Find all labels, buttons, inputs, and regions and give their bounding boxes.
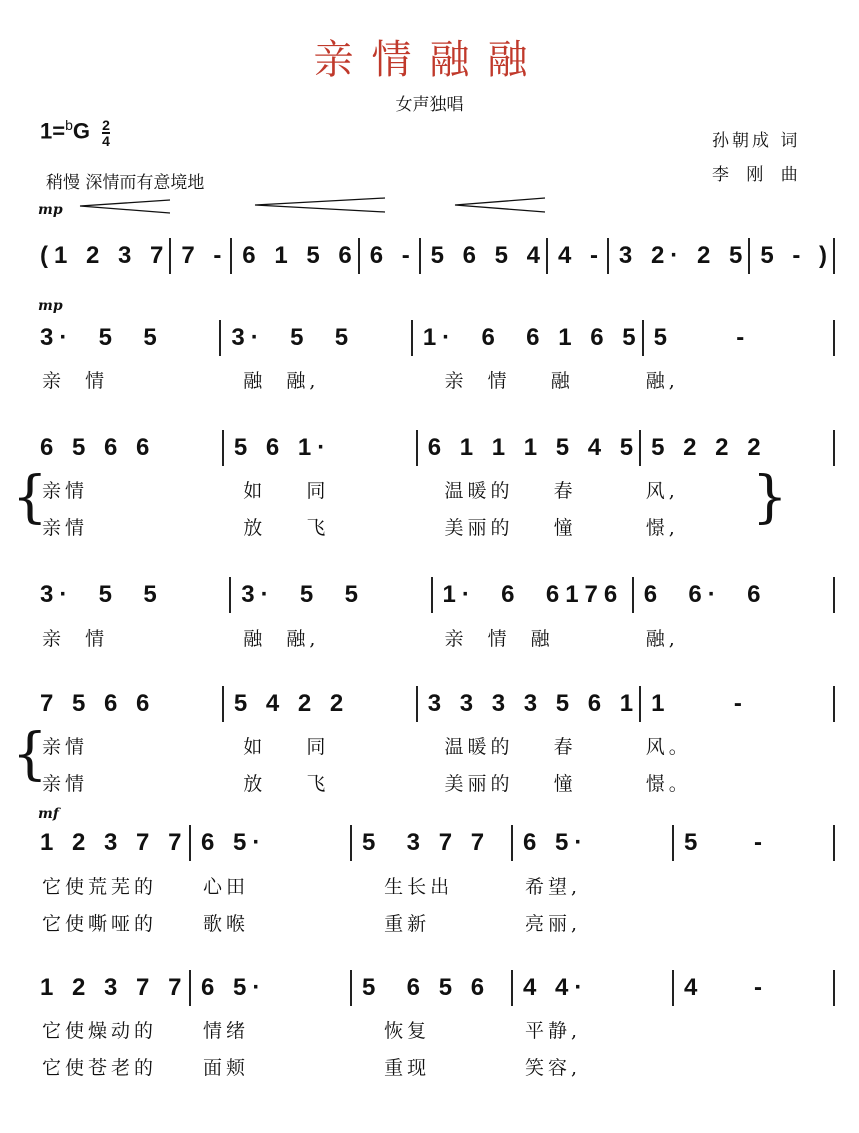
- lyric-segment: 憬,: [645, 517, 679, 539]
- measure-notes: 3· 5 5: [40, 581, 163, 608]
- dynamic-mp: mp: [38, 202, 63, 218]
- measure: [674, 825, 835, 861]
- lyric-segment: [674, 872, 835, 899]
- lyric-segment: 它使燥动的: [42, 1020, 158, 1042]
- measure-notes: 5 6 5 6: [362, 974, 491, 1001]
- measure-notes: 1 2 3 7 7: [40, 974, 188, 1001]
- staff-row: [30, 686, 835, 722]
- dynamic-mp-2: mp: [38, 298, 63, 314]
- lyric-segment: 融,: [645, 370, 679, 392]
- key-signature: [40, 117, 110, 148]
- measure: [30, 686, 224, 722]
- lyric-segment: 它使苍老的: [42, 1057, 158, 1079]
- lyric-segment: 亲 情: [42, 370, 109, 392]
- measure-notes: 5 6 1·: [233, 434, 332, 461]
- measure-notes: 4 -: [684, 974, 769, 1001]
- measure-notes: 4 4·: [523, 974, 589, 1001]
- measure-notes: 1· 6 6176: [442, 581, 624, 608]
- measure-notes: 5 -: [684, 829, 769, 856]
- lyric-segment: 亲情: [42, 480, 89, 502]
- lyrics-line: [30, 476, 835, 503]
- measure-notes: 1 2 3 7 7: [40, 829, 188, 856]
- lyricist-credit: 孙朝成 词: [712, 131, 801, 151]
- lyric-segment: 温暖的 春: [444, 480, 577, 502]
- measure: [641, 686, 835, 722]
- measure: [360, 238, 421, 274]
- lyric-segment: 美丽的 憧: [444, 517, 577, 539]
- measure-notes: 6 5·: [523, 829, 589, 856]
- measure-notes: (1 2 3 7: [40, 242, 170, 269]
- song-subtitle: 女声独唱: [395, 95, 464, 115]
- crescendo-2: [255, 198, 385, 212]
- measure-notes: 6 5·: [201, 829, 267, 856]
- measure: [30, 825, 191, 861]
- lyrics-line: [30, 1053, 835, 1080]
- staff-row: [30, 577, 835, 613]
- lyric-segment: 融 融,: [243, 370, 320, 392]
- lyrics-line: [30, 366, 835, 393]
- measure-notes: 3· 5 5: [40, 324, 163, 351]
- measure: [609, 238, 750, 274]
- measure: [231, 577, 432, 613]
- measure-notes: 6 1 1 1 5 4 5: [427, 434, 640, 461]
- crescendo-1: [80, 200, 170, 213]
- measure-notes: 6 1 5 6: [242, 242, 358, 269]
- lyric-segment: [674, 1016, 835, 1043]
- measure: [418, 430, 641, 466]
- measure-notes: 3· 5 5: [241, 581, 364, 608]
- lyrics-line: [30, 1016, 835, 1043]
- measure-notes: 3· 5 5: [231, 324, 355, 351]
- measure: [644, 320, 835, 356]
- measure: [352, 970, 513, 1006]
- measure: [30, 577, 231, 613]
- measure: [232, 238, 359, 274]
- lyrics-brace-left: {: [12, 465, 48, 530]
- measure-notes: 1 -: [651, 690, 748, 717]
- measure: [433, 577, 634, 613]
- lyric-segment: 憬。: [645, 773, 692, 795]
- crescendo-3: [455, 198, 545, 212]
- lyric-segment: 美丽的 憧: [444, 773, 577, 795]
- time-numerator: 2: [102, 116, 110, 133]
- dynamic-mf: mf: [38, 806, 59, 822]
- measure: [352, 825, 513, 861]
- measure-notes: 1· 6 6 1 6 5: [422, 324, 642, 351]
- lyric-segment: 亲情: [42, 517, 89, 539]
- lyric-segment: 它使嘶哑的: [42, 913, 158, 935]
- lyric-segment: 心田: [203, 876, 250, 898]
- measure: [224, 686, 418, 722]
- lyric-segment: 融 融,: [243, 628, 320, 650]
- lyrics-brace-right: }: [752, 465, 788, 530]
- lyrics-line: [30, 624, 835, 651]
- measure: [641, 430, 835, 466]
- lyric-segment: 希望,: [525, 876, 582, 898]
- time-denominator: 4: [102, 132, 110, 149]
- measure: [224, 430, 418, 466]
- lyrics-line: [30, 909, 835, 936]
- lyric-segment: 平静,: [525, 1020, 582, 1042]
- lyric-segment: 歌喉: [203, 913, 250, 935]
- measure: [548, 238, 609, 274]
- measure-notes: 6 6· 6: [643, 581, 767, 608]
- measure: [674, 970, 835, 1006]
- lyric-segment: 亲 情: [42, 628, 109, 650]
- measure: [634, 577, 835, 613]
- measure: [513, 970, 674, 1006]
- measure: [750, 238, 835, 274]
- measure-notes: 6 5·: [201, 974, 267, 1001]
- tempo-marking: 稍慢 深情而有意境地: [46, 173, 205, 193]
- lyric-segment: 恢复: [364, 1020, 431, 1042]
- key-prefix: 1=: [40, 118, 66, 144]
- lyric-segment: 风。: [645, 736, 692, 758]
- lyric-segment: 亮丽,: [525, 913, 582, 935]
- lyrics-line: [30, 513, 835, 540]
- measure: [221, 320, 412, 356]
- staff-row: [30, 238, 835, 274]
- time-signature: [102, 118, 110, 148]
- lyric-segment: 如 同: [243, 480, 330, 502]
- lyric-segment: 如 同: [243, 736, 330, 758]
- measure: [421, 238, 548, 274]
- lyric-segment: 放 飞: [243, 773, 330, 795]
- lyrics-line: [30, 769, 835, 796]
- measure-notes: 3 3 3 3 5 6 1: [427, 690, 640, 717]
- measure-notes: 7 -: [181, 242, 228, 269]
- flat-sign: b: [65, 117, 73, 133]
- staff-row: [30, 430, 835, 466]
- measure: [191, 825, 352, 861]
- lyric-segment: [674, 1053, 835, 1080]
- measure-notes: 5 3 7 7: [362, 829, 491, 856]
- lyric-segment: 融,: [645, 628, 679, 650]
- lyric-segment: 重现: [364, 1057, 431, 1079]
- crescendo-hairpins: [75, 196, 555, 220]
- lyric-segment: 亲情: [42, 736, 89, 758]
- measure: [418, 686, 641, 722]
- lyric-segment: 亲 情 融: [444, 370, 574, 392]
- measure: [413, 320, 644, 356]
- lyric-segment: 亲情: [42, 773, 89, 795]
- measure: [513, 825, 674, 861]
- measure-notes: 5 -: [653, 324, 751, 351]
- measure-notes: 5 - ): [760, 242, 833, 269]
- lyrics-line: [30, 872, 835, 899]
- measure-notes: 5 6 5 4: [430, 242, 547, 269]
- lyric-segment: 生长出: [364, 876, 454, 898]
- lyric-segment: 它使荒芜的: [42, 876, 158, 898]
- measure-notes: 6 -: [369, 242, 416, 269]
- measure: [30, 430, 224, 466]
- measure: [171, 238, 232, 274]
- lyric-segment: 情绪: [203, 1020, 250, 1042]
- measure: [30, 320, 221, 356]
- lyrics-line: [30, 732, 835, 759]
- measure: [30, 238, 171, 274]
- lyric-segment: 风,: [645, 480, 679, 502]
- measure: [30, 970, 191, 1006]
- measure-notes: 7 5 6 6: [40, 690, 156, 717]
- composer-credit: 李 刚 曲: [712, 165, 804, 185]
- staff-row: [30, 320, 835, 356]
- key-note: G: [72, 118, 91, 144]
- lyric-segment: 温暖的 春: [444, 736, 577, 758]
- lyric-segment: [674, 909, 835, 936]
- staff-row: [30, 970, 835, 1006]
- measure-notes: 3 2· 2 5: [618, 242, 749, 269]
- measure-notes: 5 2 2 2: [651, 434, 767, 461]
- lyric-segment: 亲 情 融: [444, 628, 554, 650]
- measure-notes: 5 4 2 2: [233, 690, 350, 717]
- lyric-segment: 面颊: [203, 1057, 250, 1079]
- measure-notes: 6 5 6 6: [40, 434, 156, 461]
- lyrics-brace-left-2: {: [12, 722, 48, 787]
- song-title: 亲情融融: [313, 37, 546, 83]
- staff-row: [30, 825, 835, 861]
- measure: [191, 970, 352, 1006]
- lyric-segment: 重新: [364, 913, 431, 935]
- measure-notes: 4 -: [558, 242, 605, 269]
- lyric-segment: 放 飞: [243, 517, 330, 539]
- lyric-segment: 笑容,: [525, 1057, 582, 1079]
